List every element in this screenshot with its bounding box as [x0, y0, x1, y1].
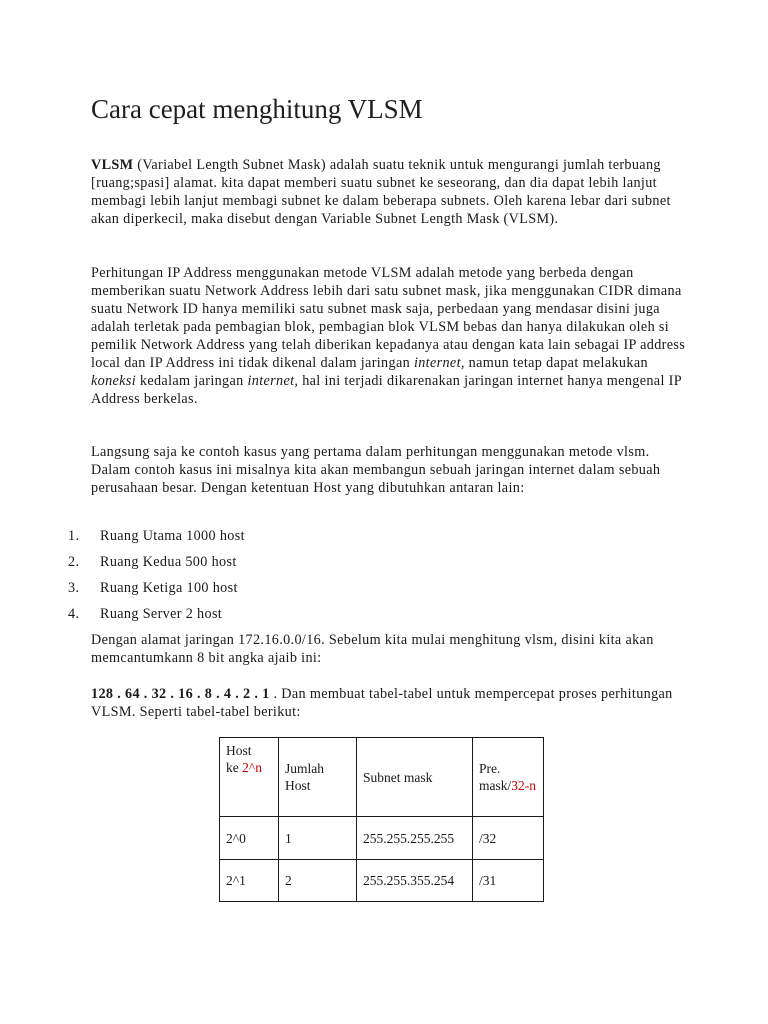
header-jumlah-host: Jumlah Host [279, 738, 357, 817]
list-text: Ruang Ketiga 100 host [100, 580, 238, 596]
paragraph-vlsm-calculation [91, 264, 691, 408]
list-number: 1. [68, 528, 80, 544]
italic-term: koneksi [91, 373, 136, 389]
paragraph-text: Perhitungan IP Address menggunakan metode VLSM adalah metode yang berbeda dengan memberikan suatu Network Address lebih dari satu subnet mask, jika menggunakan CIDR dimana suatu Network ID hanya memiliki satu subnet mask saja, perbedaan yang mendasar disini juga adalah terletak pada pembagian blok, pembagian blok VLSM bebas dan hanya dilakukan oleh si pemilik Network Address yang telah diberikan kepadanya atau dengan kata lain sebagai IP address local dan IP Address ini tidak dikenal dalam jaringan [91, 265, 686, 371]
list-item [0, 528, 768, 554]
paragraph-text: kedalam jaringan [136, 373, 248, 389]
cell-jumlah: 2 [279, 860, 357, 902]
header-subnet-mask: Subnet mask [357, 738, 473, 817]
host-requirements-list [0, 528, 768, 632]
header-pre-mask [473, 738, 544, 817]
italic-term: internet [413, 355, 461, 371]
cell-host: 2^1 [220, 860, 279, 902]
cell-host: 2^0 [220, 817, 279, 860]
paragraph-vlsm-definition [91, 156, 691, 228]
list-text: Ruang Utama 1000 host [100, 528, 245, 544]
paragraph-text: . Dan membuat tabel-tabel untuk mempercepat proses perhitungan VLSM. Seperti tabel-tabel berikut: [91, 686, 673, 720]
list-item [0, 554, 768, 580]
cell-pre: /32 [473, 817, 544, 860]
magic-bits: 128 . 64 . 32 . 16 . 8 . 4 . 2 . 1 [91, 686, 270, 702]
header-pre-mask-label: Pre. mask/ [479, 761, 512, 793]
list-number: 4. [68, 606, 80, 622]
header-host-label: Host [226, 743, 252, 758]
cell-mask: 255.255.255.255 [357, 817, 473, 860]
italic-term: internet, [247, 373, 299, 389]
cell-jumlah: 1 [279, 817, 357, 860]
header-host-ke: ke [226, 760, 243, 775]
cell-pre: /31 [473, 860, 544, 902]
page-title: Cara cepat menghitung VLSM [91, 94, 423, 124]
list-text: Ruang Server 2 host [100, 606, 223, 622]
list-item [0, 580, 768, 606]
paragraph-text: , namun tetap dapat melakukan [460, 355, 648, 371]
vlsm-table [219, 737, 544, 902]
header-host [220, 738, 279, 817]
paragraph-example-intro: Langsung saja ke contoh kasus yang pertama dalam perhitungan menggunakan metode vlsm. Dalam contoh kasus ini misalnya kita akan membangun sebuah jaringan internet dalam sebuah perusahaan besar. Dengan ketentuan Host yang dibutuhkan antaran lain: [91, 444, 661, 496]
cell-mask: 255.255.355.254 [357, 860, 473, 902]
paragraph-magic-bits [91, 685, 691, 721]
list-number: 2. [68, 554, 80, 570]
table-header-row [220, 738, 544, 817]
table-row [220, 860, 544, 902]
list-text: Ruang Kedua 500 host [100, 554, 237, 570]
header-pre-mask-formula: 32-n [511, 778, 536, 793]
list-item [0, 606, 768, 632]
table-row [220, 817, 544, 860]
list-number: 3. [68, 580, 80, 596]
paragraph-text: (Variabel Length Subnet Mask) adalah suatu teknik untuk mengurangi jumlah terbuang [ruang;spasi] alamat. kita dapat memberi suatu subnet ke seseorang, dan dia dapat lebih lanjut membagi lebih lanjut membagi subnet ke dalam beberapa subnets. Oleh karena lebar dari subnet akan diperkecil, maka disebut dengan Variable Subnet Length Mask (VLSM). [91, 157, 671, 227]
vlsm-term: VLSM [91, 157, 134, 173]
paragraph-network-address: Dengan alamat jaringan 172.16.0.0/16. Sebelum kita mulai menghitung vlsm, disini kita akan memcantumkann 8 bit angka ajaib ini: [91, 632, 654, 666]
header-host-exp: 2^n [242, 760, 262, 775]
paragraph-text: hal ini terjadi dikarenakan jaringan internet hanya mengenal IP Address berkelas. [91, 373, 682, 407]
